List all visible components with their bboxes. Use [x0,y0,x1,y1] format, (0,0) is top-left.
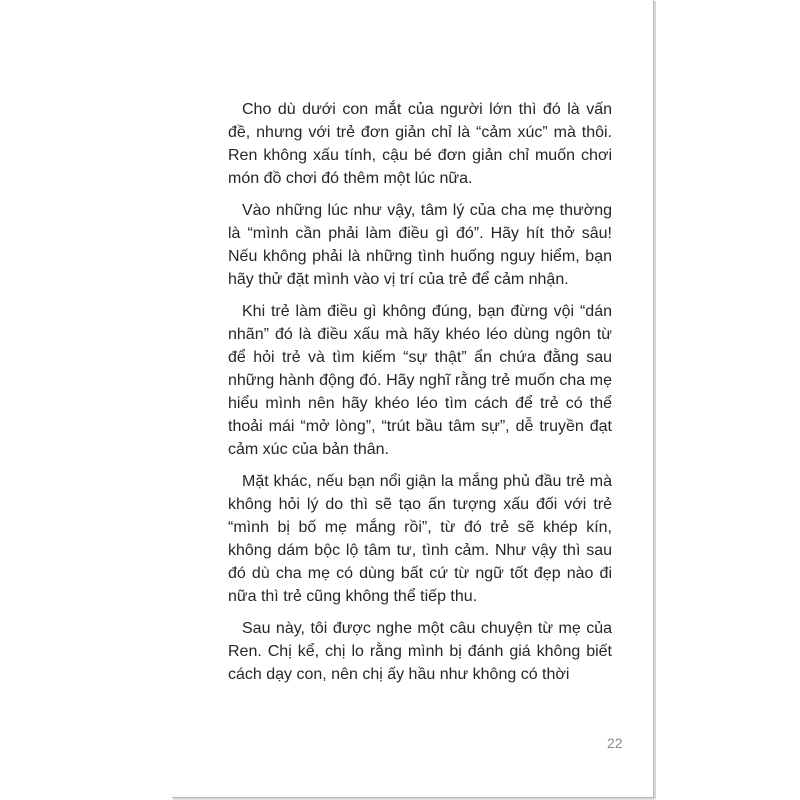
page-number: 22 [607,735,623,751]
paragraph-1: Cho dù dưới con mắt của người lớn thì đó là vấn đề, nhưng với trẻ đơn giản chỉ là “cảm xúc” mà thôi. Ren không xấu tính, cậu bé đơn giản chỉ muốn chơi món đồ chơi đó thêm một lúc nữa. [228,101,612,187]
paragraph-3: Khi trẻ làm điều gì không đúng, bạn đừng vội “dán nhãn” đó là điều xấu mà hãy khéo léo dùng ngôn từ để hỏi trẻ và tìm kiếm “sự thật” ẩn chứa đằng sau những hành động đó. Hãy nghĩ rằng trẻ muốn cha mẹ hiểu mình nên hãy khéo léo tìm cách để trẻ có thể thoải mái “mở lòng”, “trút bầu tâm sự”, dễ truyền đạt cảm xúc của bản thân. [228,303,612,458]
paragraph-2: Vào những lúc như vậy, tâm lý của cha mẹ thường là “mình cần phải làm điều gì đó”. Hãy hít thở sâu! Nếu không phải là những tình huống nguy hiểm, bạn hãy thử đặt mình vào vị trí của trẻ để cảm nhận. [228,202,612,288]
paragraph-4: Mặt khác, nếu bạn nổi giận la mắng phủ đầu trẻ mà không hỏi lý do thì sẽ tạo ấn tượng xấu đối với trẻ “mình bị bố mẹ mắng rồi”, từ đó trẻ sẽ khép kín, không dám bộc lộ tâm tư, tình cảm. Như vậy thì sau đó dù cha mẹ có dùng bất cứ từ ngữ tốt đẹp nào đi nữa thì trẻ cũng không thể tiếp thu. [228,473,612,605]
body-text [228,98,612,695]
book-page [172,0,654,798]
paragraph-5: Sau này, tôi được nghe một câu chuyện từ mẹ của Ren. Chị kể, chị lo rằng mình bị đánh giá không biết cách dạy con, nên chị ấy hầu như không có thời [228,620,612,683]
